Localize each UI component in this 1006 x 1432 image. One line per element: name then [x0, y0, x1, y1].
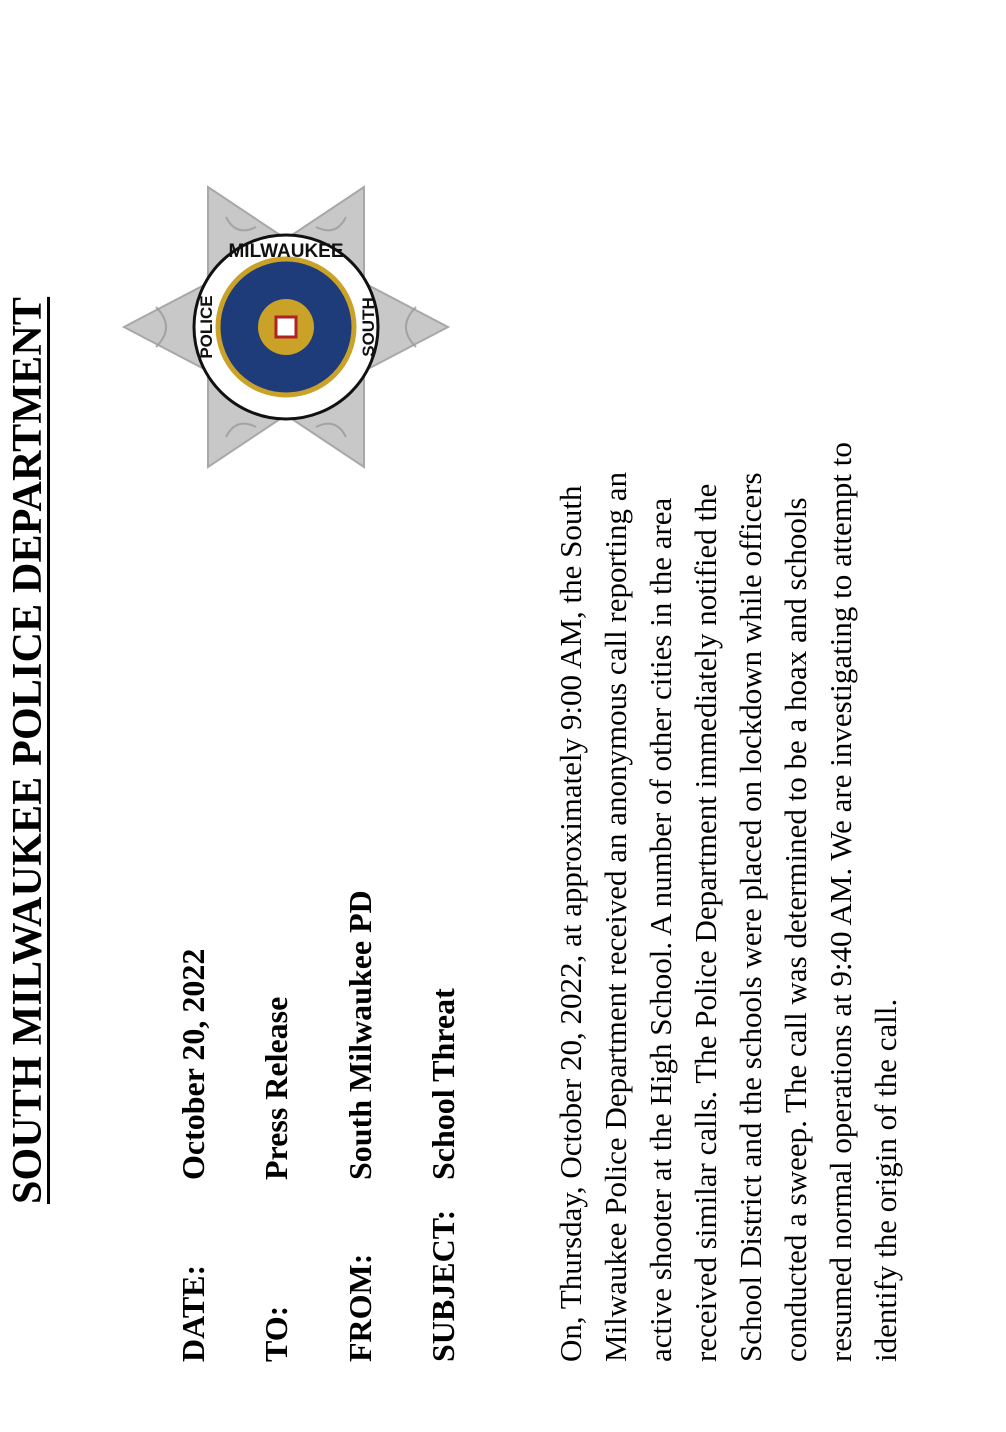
seal-flag-shield	[276, 317, 296, 337]
to-label: TO:	[258, 1305, 294, 1362]
date-value: October 20, 2022	[175, 948, 211, 1180]
body-line: On, Thursday, October 20, 2022, at approximately 9:00 AM, the South	[553, 485, 588, 1362]
body-line: School District and the schools were placed on lockdown while officers	[733, 472, 768, 1362]
badge-top-text: MILWAUKEE	[228, 241, 344, 262]
to-value: Press Release	[258, 996, 294, 1180]
from-label: FROM:	[342, 1253, 378, 1362]
body-line: identify the origin of the call.	[868, 998, 903, 1362]
press-release-body	[548, 167, 908, 1362]
badge-right-text: POLICE	[197, 295, 216, 359]
subject-value: School Threat	[425, 988, 461, 1180]
date-label: DATE:	[175, 1264, 211, 1362]
body-line: received similar calls. The Police Department immediately notified the	[688, 483, 723, 1362]
body-line: resumed normal operations at 9:40 AM. We are investigating to attempt to	[823, 442, 858, 1362]
body-line: Milwaukee Police Department received an anonymous call reporting an	[598, 471, 633, 1362]
police-star-badge-icon	[116, 157, 456, 497]
department-title: SOUTH MILWAUKEE POLICE DEPARTMENT	[5, 296, 51, 1204]
subject-label: SUBJECT:	[425, 1209, 461, 1362]
body-line: active shooter at the High School. A number of other cities in the area	[643, 497, 678, 1362]
body-line: conducted a sweep. The call was determined to be a hoax and schools	[778, 497, 813, 1362]
badge-left-text: SOUTH	[359, 297, 378, 357]
from-value: South Milwaukee PD	[342, 890, 378, 1180]
